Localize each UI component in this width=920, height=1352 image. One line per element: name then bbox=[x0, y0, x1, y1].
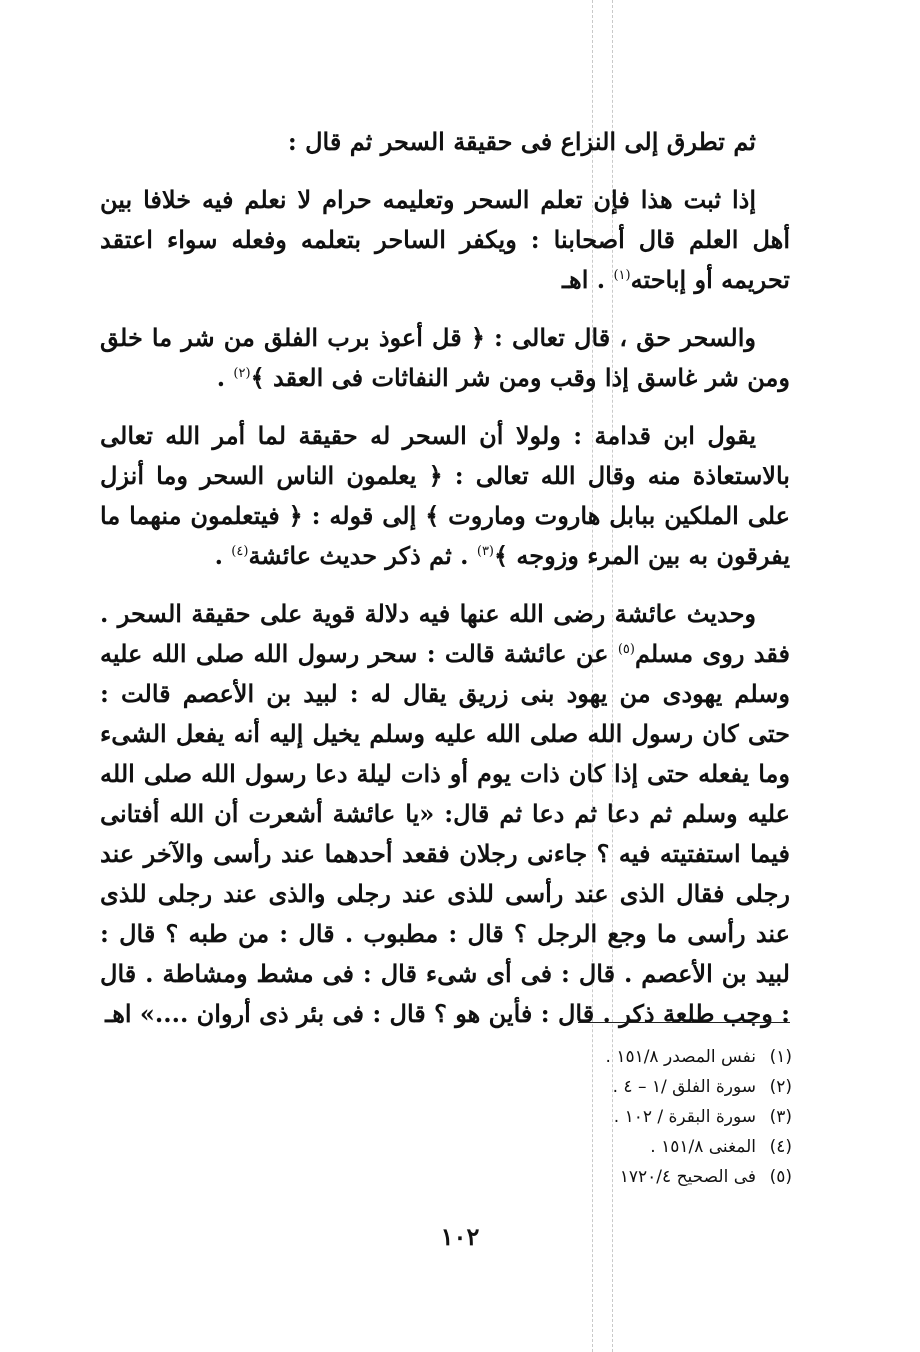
footnote-item bbox=[392, 1102, 792, 1132]
footnotes bbox=[392, 1042, 792, 1192]
footnote-marker[interactable]: (١) bbox=[613, 268, 631, 283]
paragraph-ending: . bbox=[216, 363, 226, 392]
footnote-number: (٥) bbox=[769, 1167, 792, 1187]
paragraph-hadith bbox=[100, 594, 790, 1034]
footnote-text: فى الصحيح ١٧٢٠/٤ bbox=[619, 1167, 756, 1187]
footnote-marker[interactable]: (٢) bbox=[233, 366, 251, 381]
footnote-text: سورة البقرة / ١٠٢ . bbox=[613, 1107, 756, 1127]
footnote-divider bbox=[578, 1022, 790, 1023]
footnote-text: سورة الفلق /١ – ٤ . bbox=[612, 1077, 756, 1097]
footnote-number: (١) bbox=[769, 1047, 792, 1067]
paragraph-text: ثم تطرق إلى النزاع فى حقيقة السحر ثم قال : bbox=[287, 127, 756, 156]
paragraph-ending: . اهـ bbox=[562, 265, 606, 294]
footnote-marker[interactable]: (٥) bbox=[617, 642, 635, 657]
page-number: ١٠٢ bbox=[440, 1222, 480, 1251]
paragraph-intro bbox=[100, 122, 790, 162]
footnote-text: المغنى ١٥١/٨ . bbox=[650, 1137, 756, 1157]
footnote-marker[interactable]: (٤) bbox=[231, 544, 249, 559]
footnote-number: (٤) bbox=[769, 1137, 792, 1157]
paragraph-text: ثم ذكر حديث عائشة bbox=[248, 541, 452, 570]
footnote-item bbox=[392, 1042, 792, 1072]
footnote-text: نفس المصدر ١٥١/٨ . bbox=[605, 1047, 756, 1067]
paragraph-text: عن عائشة قالت : سحر رسول الله صلى الله عليه وسلم يهودى من يهود بنى زريق يقال له : لبيد بن الأعصم قالت : حتى كان رسول الله صلى الله عليه وسلم يخيل إليه أنه يفعل الشىء وما يفعله حتى إذا كان ذات يوم أو ذات ليلة دعا رسول الله صلى الله عليه وسلم ثم دعا ثم دعا ثم قال: «يا عائشة أشعرت أن الله أفتانى فيما استفتيته فيه ؟ جاءنى رجلان فقعد أحدهما عند رأسى والآخر عند رجلى فقال الذى عند رأسى للذى عند رجلى والذى عند رجلى للذى عند رأسى ما وجع الرجل ؟ قال : مطبوب . قال : من طبه ؟ قال : لبيد بن الأعصم . قال : فى أى شىء قال : فى مشط ومشاطة . قال : وجب طلعة ذكر . قال : فأين هو ؟ قال : فى بئر ذى أروان ....» اهـ bbox=[100, 639, 790, 1028]
paragraph-ibn-qudama: يقول ابن قدامة : ولولا أن السحر له حقيقة لما أمر الله تعالى بالاستعاذة منه وقال الله تعالى : ﴿ يعلمون الناس السحر وما أنزل على الملكين ببابل هاروت وماروت ﴾ إلى قوله : ﴿ فيتعلمون منهما ما يفرقون به بين المرء وزوجه ﴾$^{(٣)}$ . ثم ذكر حديث عائشة$^{(٤)}$ . bbox=[100, 421, 790, 570]
paragraph-text: يقول ابن قدامة : ولولا أن السحر له حقيقة لما أمر الله تعالى بالاستعاذة منه وقال الله تعالى : ﴿ يعلمون الناس السحر وما أنزل على الملكين ببابل هاروت وماروت ﴾ إلى قوله : ﴿ فيتعلمون منهما ما يفرقون به بين المرء وزوجه ﴾ bbox=[100, 421, 790, 570]
main-text bbox=[100, 122, 790, 1052]
paragraph-text: والسحر حق ، قال تعالى : ﴿ قل أعوذ برب الفلق من شر ما خلق ومن شر غاسق إذا وقب ومن شر النفاثات فى العقد ﴾ bbox=[100, 323, 790, 392]
footnote-marker[interactable]: (٣) bbox=[476, 544, 494, 559]
footnote-number: (٣) bbox=[769, 1107, 792, 1127]
footnote-number: (٢) bbox=[769, 1077, 792, 1097]
footnote-item bbox=[392, 1072, 792, 1102]
footnote-item bbox=[392, 1162, 792, 1192]
footnote-item bbox=[392, 1132, 792, 1162]
paragraph-ruling bbox=[100, 180, 790, 300]
paragraph-text: وحديث عائشة رضى الله عنها فيه دلالة قوية على حقيقة السحر . فقد روى مسلم bbox=[100, 599, 790, 668]
paragraph-quran-falaq bbox=[100, 318, 790, 398]
paragraph-text: إذا ثبت هذا فإن تعلم السحر وتعليمه حرام لا نعلم فيه خلافا بين أهل العلم قال أصحابنا : ويكفر الساحر بتعلمه وفعله سواء اعتقد تحريمه أو إباحته bbox=[100, 185, 790, 294]
